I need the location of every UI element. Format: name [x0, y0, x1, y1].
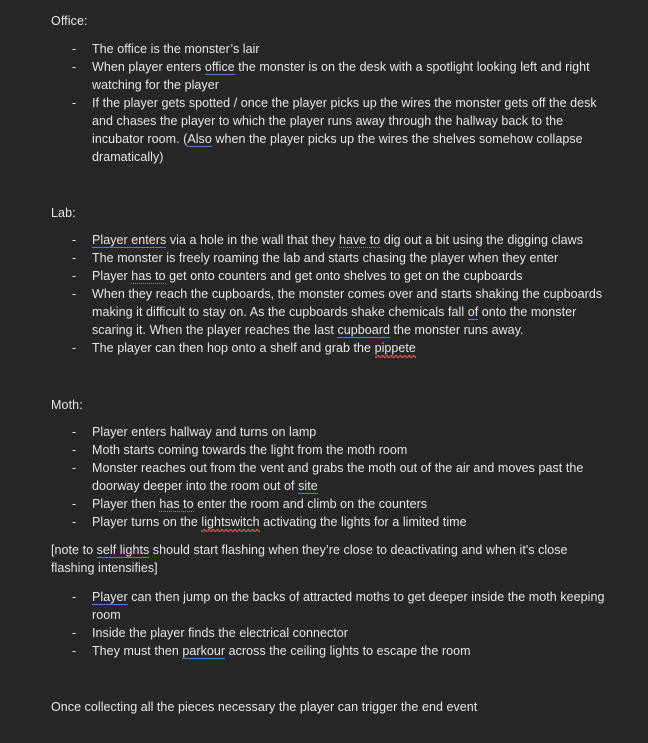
grammar-suggestion-text[interactable]: cupboard — [337, 323, 390, 337]
grammar-suggestion-text[interactable]: Player enters — [92, 233, 167, 247]
list-item — [0, 423, 648, 441]
list-item — [0, 267, 648, 285]
grammar-suggestion-text[interactable]: Also — [187, 132, 212, 146]
grammar-suggestion-text[interactable]: office — [204, 60, 235, 74]
bullet-dash-icon: - — [72, 515, 77, 529]
bullet-dash-icon: - — [72, 644, 77, 658]
list-item-text: Monster reaches out from the vent and grabs the moth out of the air and moves past the doorway deeper into the room out of site — [92, 461, 584, 493]
list-item — [0, 40, 648, 58]
bullet-dash-icon: - — [72, 626, 77, 640]
list-item-text: Player turns on the lightswitch activating the lights for a limited time — [92, 515, 467, 532]
list-item-text: The monster is freely roaming the lab and starts chasing the player when they enter — [92, 251, 559, 265]
bullet-dash-icon: - — [72, 269, 77, 283]
grammar-suggestion-text[interactable]: site — [298, 479, 318, 493]
spelling-error-text[interactable]: pippete — [375, 341, 416, 358]
suggestion-text[interactable]: has to — [159, 497, 194, 511]
list-item-text: Player has to get onto counters and get onto shelves to get on the cupboards — [92, 269, 523, 283]
list-item-text: Player enters hallway and turns on lamp — [92, 425, 317, 439]
bullet-dash-icon: - — [72, 497, 77, 511]
list-item — [0, 495, 648, 513]
grammar-suggestion-text[interactable]: self lights — [96, 543, 150, 557]
list-item — [0, 339, 648, 357]
bullet-list-lab — [0, 231, 648, 357]
list-item-text: The player can then hop onto a shelf and grab the pippete — [92, 341, 416, 358]
bullet-list-closing — [0, 588, 648, 660]
section-heading-moth: Moth: — [51, 398, 83, 412]
list-item-text: Player enters via a hole in the wall that they have to dig out a bit using the digging claws — [92, 233, 584, 247]
list-item — [0, 249, 648, 267]
note-paragraph: [note to self lights should start flashing when they’re close to deactivating and when it's close flashing intensifies] — [51, 543, 568, 575]
list-item — [0, 94, 648, 166]
list-item-text: They must then parkour across the ceiling lights to escape the room — [92, 644, 471, 658]
bullet-dash-icon: - — [72, 96, 77, 110]
list-item — [0, 588, 648, 624]
bullet-list-office — [0, 40, 648, 166]
grammar-suggestion-text[interactable]: Player — [92, 590, 128, 604]
list-item-text: Moth starts coming towards the light from the moth room — [92, 443, 408, 457]
list-item-text: If the player gets spotted / once the player picks up the wires the monster gets off the desk and chases the player to which the player runs away through the hallway back to the incubator room. (Also when the player picks up the wires the shelves somehow collapse dramatically) — [92, 96, 597, 164]
spelling-error-text[interactable]: lightswitch — [201, 515, 259, 532]
suggestion-text[interactable]: have to — [338, 233, 381, 247]
list-item — [0, 624, 648, 642]
list-item — [0, 231, 648, 249]
list-item-text: Player can then jump on the backs of attracted moths to get deeper inside the moth keeping room — [92, 590, 605, 622]
grammar-suggestion-text[interactable]: of — [467, 305, 479, 319]
bullet-dash-icon: - — [72, 590, 77, 604]
list-item — [0, 642, 648, 660]
list-item — [0, 513, 648, 531]
bullet-dash-icon: - — [72, 251, 77, 265]
list-item — [0, 459, 648, 495]
bullet-dash-icon: - — [72, 461, 77, 475]
list-item-text: The office is the monster’s lair — [92, 42, 260, 56]
list-item-text: Inside the player finds the electrical connector — [92, 626, 349, 640]
list-item-text: Player then has to enter the room and climb on the counters — [92, 497, 428, 511]
list-item — [0, 285, 648, 339]
bullet-dash-icon: - — [72, 425, 77, 439]
suggestion-text[interactable]: has to — [131, 269, 166, 283]
bullet-dash-icon: - — [72, 443, 77, 457]
list-item — [0, 441, 648, 459]
list-item-text: When player enters office the monster is on the desk with a spotlight looking left and right watching for the player — [92, 60, 590, 92]
list-item — [0, 58, 648, 94]
bullet-dash-icon: - — [72, 233, 77, 247]
grammar-suggestion-text[interactable]: parkour — [182, 644, 226, 658]
section-heading-lab: Lab: — [51, 206, 76, 220]
list-item-text: When they reach the cupboards, the monster comes over and starts shaking the cupboards making it difficult to stay on. As the cupboards shake chemicals fall of onto the monster scaring it. When the player reaches the last cupboard the monster runs away. — [92, 287, 603, 337]
bullet-list-moth — [0, 423, 648, 531]
bullet-dash-icon: - — [72, 42, 77, 56]
bullet-dash-icon: - — [72, 60, 77, 74]
bullet-dash-icon: - — [72, 341, 77, 355]
section-heading-office: Office: — [51, 14, 88, 28]
final-paragraph: Once collecting all the pieces necessary the player can trigger the end event — [51, 700, 478, 714]
bullet-dash-icon: - — [72, 287, 77, 301]
